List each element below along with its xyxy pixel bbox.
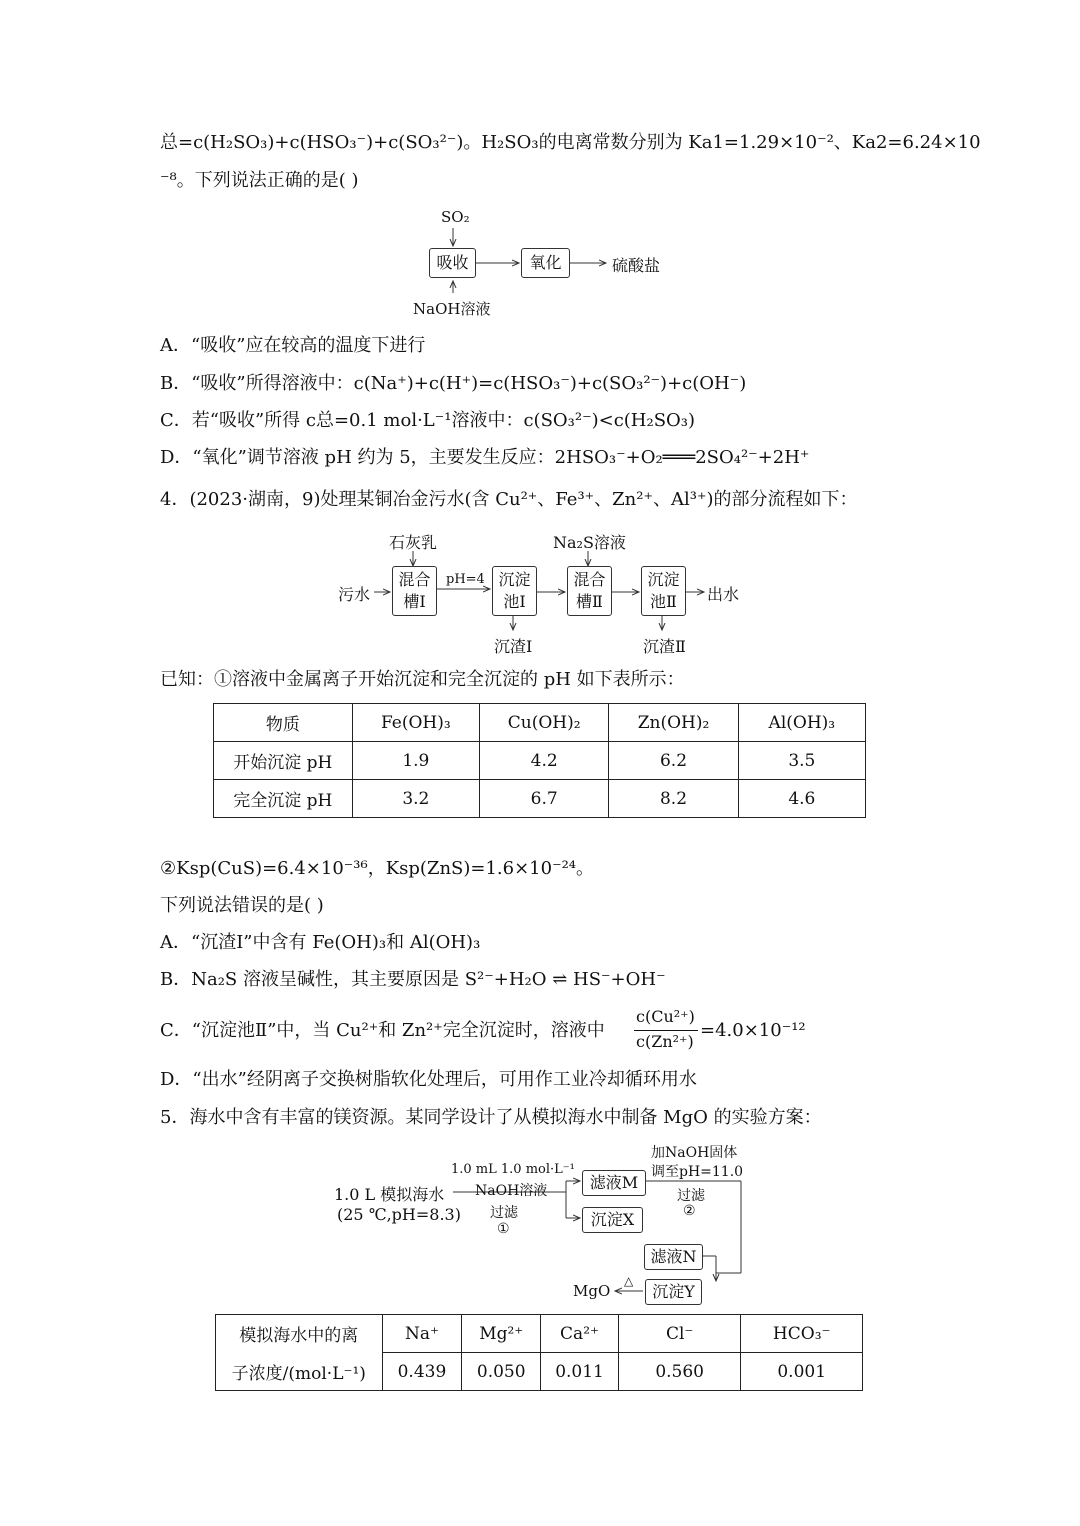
q5-heat-symbol: △	[624, 1274, 634, 1288]
q3-option-b: B．“吸收”所得溶液中：c(Na⁺)+c(H⁺)=c(HSO₃⁻)+c(SO₃²⁻)+c(OH⁻)	[160, 373, 747, 394]
q4-settle-pool-2-l2: 池Ⅱ	[650, 592, 677, 611]
q4-question: 下列说法错误的是( )	[160, 895, 324, 916]
q4-option-c-pre: C．“沉淀池Ⅱ”中，当 Cu²⁺和 Zn²⁺完全沉淀时，溶液中	[160, 1020, 605, 1041]
q5-reagent-conc: 1.0 mL 1.0 mol·L⁻¹	[451, 1162, 575, 1177]
q5-product-mgo: MgO	[573, 1282, 611, 1300]
q5-source-line1: 1.0 L 模拟海水	[334, 1185, 445, 1204]
q4-table-header: Zn(OH)₂	[609, 704, 738, 742]
q4-option-d: D．“出水”经阴离子交换树脂软化处理后，可用作工业冷却循环用水	[160, 1069, 697, 1090]
q4-known-2: ②Ksp(CuS)=6.4×10⁻³⁶，Ksp(ZnS)=1.6×10⁻²⁴。	[160, 858, 595, 879]
q3-option-c: C．若“吸收”所得 c总=0.1 mol·L⁻¹溶液中：c(SO₃²⁻)<c(H₂SO₃)	[160, 410, 696, 431]
q4-table-header: Fe(OH)₃	[352, 704, 479, 742]
q3-absorb-box: 吸收	[429, 248, 476, 278]
q5-adjust-ph: 调至pH=11.0	[651, 1164, 744, 1180]
q4-option-c-numerator: c(Cu²⁺)	[636, 1007, 695, 1026]
q3-line2: ⁻⁸。下列说法正确的是( )	[160, 170, 359, 191]
q4-settle-pool-2-l1: 沉淀	[647, 570, 680, 589]
q5-filtrate-n: 滤液N	[644, 1244, 703, 1270]
table-cell: 1.9	[352, 742, 479, 780]
table-cell: 3.5	[738, 742, 865, 780]
q4-mix-tank-1-l1: 混合	[398, 570, 431, 589]
table-cell: Ca²⁺	[541, 1315, 619, 1353]
table-cell: Na⁺	[382, 1315, 462, 1353]
q5-filtrate-m: 滤液M	[582, 1170, 646, 1196]
q5-table-label-1: 模拟海水中的离	[216, 1315, 383, 1353]
table-cell: 3.2	[352, 780, 479, 818]
q4-reagent-lime: 石灰乳	[389, 533, 438, 552]
q4-settle-pool-1-l1: 沉淀	[498, 570, 531, 589]
table-cell: 4.2	[480, 742, 609, 780]
q5-table-label-2: 子浓度/(mol·L⁻¹)	[216, 1353, 383, 1391]
q5-step1-filter: 过滤	[490, 1205, 518, 1221]
q3-option-d: D．“氧化”调节溶液 pH 约为 5，主要发生反应：2HSO₃⁻+O₂═══2SO₄²⁻+2H⁺	[160, 447, 810, 468]
q3-input-naoh: NaOH溶液	[413, 300, 491, 318]
q4-mix-tank-1-l2: 槽Ⅰ	[403, 592, 426, 611]
table-cell: 完全沉淀 pH	[214, 780, 353, 818]
table-cell: 开始沉淀 pH	[214, 742, 353, 780]
q4-option-c-denominator: c(Zn²⁺)	[636, 1032, 694, 1051]
q4-input-wastewater: 污水	[338, 585, 371, 604]
table-cell: Mg²⁺	[462, 1315, 541, 1353]
table-cell: 0.050	[462, 1353, 541, 1391]
q4-mix-tank-2	[567, 566, 612, 616]
q5-source-line2: (25 ℃,pH=8.3)	[337, 1205, 461, 1224]
q3-oxidize-box: 氧化	[521, 248, 570, 278]
table-cell: 6.2	[609, 742, 738, 780]
q4-output-water: 出水	[707, 585, 740, 604]
q5-stem: 5．海水中含有丰富的镁资源。某同学设计了从模拟海水中制备 MgO 的实验方案：	[160, 1107, 822, 1128]
q3-line1: 总=c(H₂SO₃)+c(HSO₃⁻)+c(SO₃²⁻)。H₂SO₃的电离常数分别为 Ka1=1.29×10⁻²、Ka2=6.24×10	[160, 132, 981, 153]
q4-option-c-post: =4.0×10⁻¹²	[700, 1020, 806, 1041]
q5-add-naoh: 加NaOH固体	[651, 1145, 738, 1161]
table-cell: 0.439	[382, 1353, 462, 1391]
q5-precipitate-x: 沉淀X	[582, 1207, 643, 1233]
q4-option-a: A．“沉渣Ⅰ”中含有 Fe(OH)₃和 Al(OH)₃	[160, 932, 481, 953]
q4-settle-pool-1	[492, 566, 537, 616]
q5-ion-table	[215, 1314, 863, 1391]
table-row	[214, 742, 866, 780]
table-cell: 0.011	[541, 1353, 619, 1391]
table-row	[216, 1315, 863, 1353]
q4-option-b: B．Na₂S 溶液呈碱性，其主要原因是 S²⁻+H₂O ⇌ HS⁻+OH⁻	[160, 969, 666, 990]
q3-product-sulfate: 硫酸盐	[612, 256, 661, 275]
table-cell: HCO₃⁻	[741, 1315, 863, 1353]
table-cell: Cl⁻	[618, 1315, 740, 1353]
table-cell: 0.001	[741, 1353, 863, 1391]
q5-step1-number: ①	[497, 1221, 510, 1237]
q4-settle-pool-2	[641, 566, 686, 616]
q4-table-header: Cu(OH)₂	[480, 704, 609, 742]
q4-reagent-na2s: Na₂S溶液	[553, 533, 626, 552]
table-cell: 6.7	[480, 780, 609, 818]
q3-input-so2: SO₂	[441, 208, 470, 226]
q5-reagent-naoh: NaOH溶液	[475, 1183, 548, 1199]
q5-step2-number: ②	[683, 1203, 696, 1219]
q5-precipitate-y: 沉淀Y	[645, 1279, 702, 1305]
q4-mix-tank-2-l1: 混合	[573, 570, 606, 589]
q4-settle-pool-1-l2: 池Ⅰ	[503, 592, 526, 611]
q4-residue-1: 沉渣Ⅰ	[494, 637, 533, 656]
q4-mix-tank-2-l2: 槽Ⅱ	[576, 592, 603, 611]
q4-ph-table	[213, 703, 866, 818]
table-cell: 4.6	[738, 780, 865, 818]
q4-mix-tank-1	[392, 566, 437, 616]
q3-option-a: A．“吸收”应在较高的温度下进行	[160, 335, 426, 356]
q4-residue-2: 沉渣Ⅱ	[643, 637, 686, 656]
table-cell: 8.2	[609, 780, 738, 818]
table-cell: 0.560	[618, 1353, 740, 1391]
q4-table-header: 物质	[214, 704, 353, 742]
q4-ph-label: pH=4	[446, 572, 485, 587]
q5-step2-filter: 过滤	[677, 1188, 705, 1204]
q4-table-header-row	[214, 704, 866, 742]
table-row	[216, 1353, 863, 1391]
table-row	[214, 780, 866, 818]
q4-known-1: 已知：①溶液中金属离子开始沉淀和完全沉淀的 pH 如下表所示：	[160, 669, 685, 690]
q4-table-header: Al(OH)₃	[738, 704, 865, 742]
q4-stem: 4．(2023·湖南，9)处理某铜冶金污水(含 Cu²⁺、Fe³⁺、Zn²⁺、Al³⁺)的部分流程如下：	[160, 489, 858, 510]
